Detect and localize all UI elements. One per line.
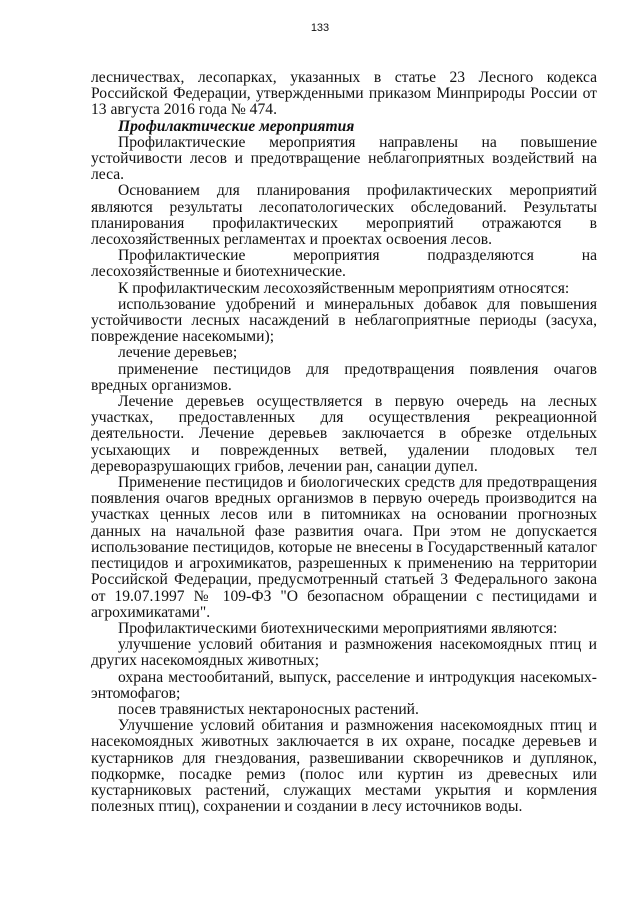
list-item: лечение деревьев; [118, 344, 238, 362]
paragraph: Применение пестицидов и биологических средств для предотвращения появления очагов вредных организмов в первую очередь производится на участках ценных лесов или в питомниках на основании прогнозных данных на начальной фазе развития очага. При этом не допускается использование пестицидов, которые не внесены в Государственный каталог пестицидов и агрохимикатов, разрешенных к применению на территории Российской Федерации, предусмотренный статьей 3 Федерального закона от 19.07.1997 № 109-ФЗ "О безопасном обращении с пестицидами и агрохимикатами". [91, 474, 597, 621]
paragraph: Улучшение условий обитания и размножения насекомоядных птиц и насекомоядных животных заключается в их охране, посадке деревьев и кустарников для гнездования, развешивании скворечников и дуплянок, подкормке, посадке ремиз (полос или куртин из древесных или кустарниковых растений, служащих местами укрытия и кормления полезных птиц), сохранении и создании в лесу источников воды. [91, 717, 597, 816]
paragraph: Лечение деревьев осуществляется в первую очередь на лесных участках, предоставленных для осуществления рекреационной деятельности. Лечение деревьев заключается в обрезке отдельных усыхающих и поврежденных ветвей, удалении плодовых тел дереворазрушающих грибов, лечении ран, санации дупел. [91, 393, 597, 475]
list-item: применение пестицидов для предотвращения появления очагов вредных организмов. [91, 360, 597, 394]
paragraph: К профилактическим лесохозяйственным мероприятиям относятся: [118, 279, 570, 297]
list-item: охрана местообитаний, выпуск, расселение и интродукция насекомых-энтомофагов; [91, 668, 597, 702]
page-number: 133 [310, 22, 330, 34]
paragraph: Профилактические мероприятия направлены на повышение устойчивости лесов и предотвращение неблагоприятных воздействий на леса. [91, 133, 597, 184]
document-body [91, 70, 597, 815]
paragraph: Профилактические мероприятия подразделяются на лесохозяйственные и биотехнические. [91, 247, 597, 281]
list-item: использование удобрений и минеральных добавок для повышения устойчивости лесных насаждений в неблагоприятные периоды (засуха, повреждение насекомыми); [91, 295, 597, 346]
paragraph: Основанием для планирования профилактических мероприятий являются результаты лесопатологических обследований. Результаты планирования профилактических мероприятий отражаются в лесохозяйственных регламентах и проектах освоения лесов. [91, 182, 597, 249]
list-item: посев травянистых нектароносных растений. [118, 700, 419, 718]
paragraph: Профилактическими биотехническими мероприятиями являются: [118, 619, 558, 637]
section-title: Профилактические мероприятия [118, 117, 355, 135]
list-item: улучшение условий обитания и размножения насекомоядных птиц и других насекомоядных животных; [91, 636, 597, 670]
opening-paragraph: лесничествах, лесопарках, указанных в статье 23 Лесного кодекса Российской Федерации, утвержденными приказом Минприроды России от 13 августа 2016 года № 474. [91, 69, 597, 119]
